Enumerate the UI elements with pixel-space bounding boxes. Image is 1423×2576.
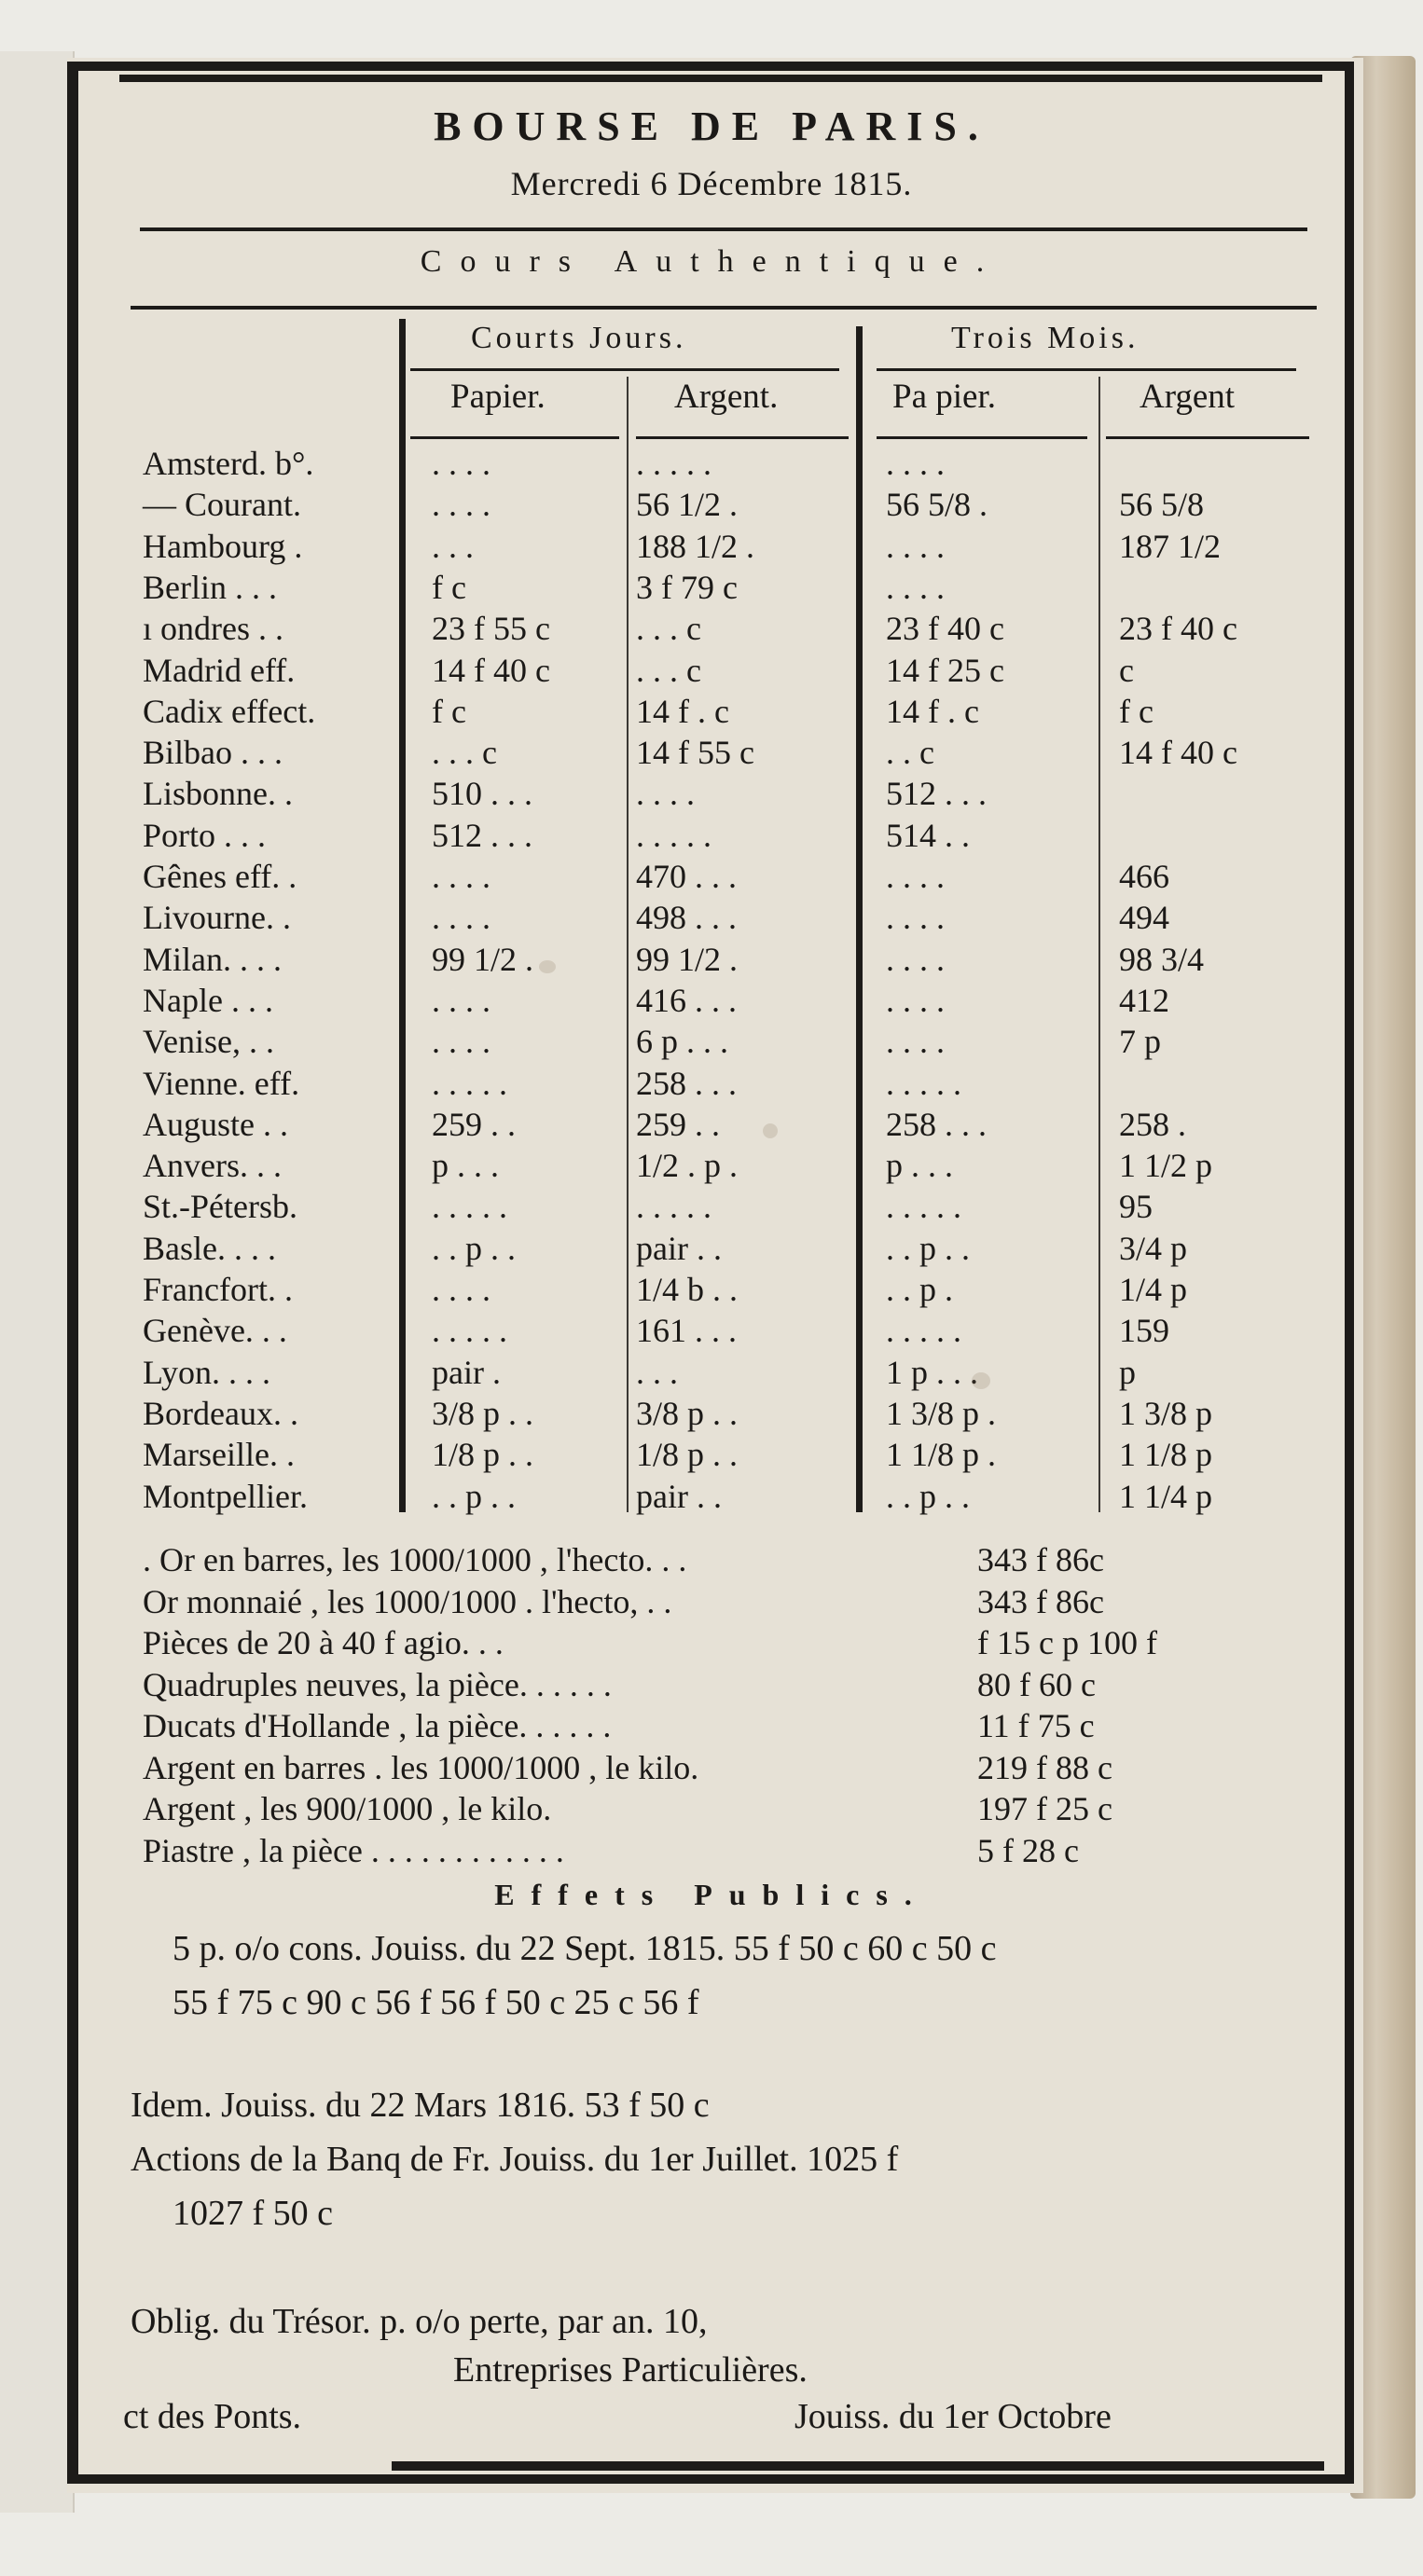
trois-papier-cell: . . p . (886, 1271, 953, 1308)
trois-argent-cell: 258 . (1119, 1105, 1186, 1143)
trois-argent-cell: 466 (1119, 858, 1169, 895)
trois-papier-cell: . . . . (886, 899, 945, 937)
group-rule-courts (410, 368, 839, 371)
metal-value: f 15 c p 100 f (977, 1624, 1157, 1661)
table-row (0, 1394, 1423, 1436)
trois-papier-cell: 23 f 40 c (886, 610, 1004, 648)
trois-papier-cell: 14 f . c (886, 692, 979, 730)
trois-argent-cell: 1 1/8 p (1119, 1436, 1213, 1474)
table-row (0, 1435, 1423, 1477)
table-row (0, 1229, 1423, 1271)
courts-argent-cell: 161 . . . (636, 1312, 737, 1350)
effets-line-9: Jouiss. du 1er Octobre (794, 2397, 1112, 2436)
table-row (0, 1105, 1423, 1147)
courts-argent-cell: pair . . (636, 1477, 722, 1515)
trois-papier-cell: 258 . . . (886, 1105, 987, 1143)
courts-papier-cell: . . p . . (432, 1477, 516, 1515)
cours-title: Cours Authentique. (420, 244, 1003, 279)
table-row (0, 1270, 1423, 1312)
courts-papier-cell: 23 f 55 c (432, 610, 550, 648)
place-cell: Vienne. eff. (143, 1064, 300, 1102)
trois-argent-cell: c (1119, 651, 1134, 689)
trois-argent-cell: 3/4 p (1119, 1229, 1188, 1267)
place-cell: Bilbao . . . (143, 734, 283, 772)
table-row (0, 485, 1423, 527)
trois-papier-cell: . . . . (886, 858, 945, 895)
place-cell: Montpellier. (143, 1477, 308, 1515)
effets-line-4: Actions de la Banq de Fr. Jouiss. du 1er Juillet. 1025 f (131, 2140, 899, 2179)
trois-papier-cell: . . p . . (886, 1477, 970, 1515)
courts-argent-cell: 6 p . . . (636, 1023, 728, 1061)
trois-papier-cell: . . c (886, 734, 934, 772)
courts-argent-cell: 3/8 p . . (636, 1394, 739, 1432)
effets-line-1: 5 p. o/o cons. Jouiss. du 22 Sept. 1815. 55 f 50 c 60 c 50 c (173, 1929, 997, 1968)
courts-papier-cell: 1/8 p . . (432, 1436, 534, 1474)
courts-papier-cell: 512 . . . (432, 816, 532, 854)
metal-label: . Or en barres, les 1000/1000 , l'hecto. . . (143, 1541, 687, 1578)
courts-papier-cell: . . . . (432, 899, 490, 937)
place-cell: Porto . . . (143, 816, 267, 854)
trois-argent-cell: 187 1/2 (1119, 527, 1222, 565)
table-row (0, 981, 1423, 1023)
table-row (0, 898, 1423, 940)
trois-papier-cell: . . . . (886, 568, 945, 606)
trois-papier-cell: 514 . . (886, 816, 970, 854)
metal-value: 343 f 86c (977, 1541, 1104, 1578)
place-cell: Livourne. . (143, 899, 291, 937)
trois-papier-cell: 56 5/8 . (886, 486, 988, 524)
place-cell: Cadix effect. (143, 692, 316, 730)
table-row (0, 774, 1423, 816)
place-cell: Marseille. . (143, 1436, 295, 1474)
courts-papier-cell: . . . . . (432, 1188, 507, 1226)
trois-argent-cell: 1 1/2 p (1119, 1147, 1213, 1185)
place-cell: Francfort. . (143, 1271, 293, 1308)
table-row (0, 733, 1423, 775)
table-row (0, 857, 1423, 899)
place-cell: Genève. . . (143, 1312, 287, 1350)
courts-argent-cell: . . . (636, 1353, 678, 1391)
metal-value: 5 f 28 c (977, 1831, 1079, 1869)
courts-argent-cell: 14 f . c (636, 692, 729, 730)
rule-under-cours (131, 306, 1317, 310)
page-title: BOURSE DE PARIS. (434, 103, 989, 149)
trois-argent-cell: 95 (1119, 1188, 1153, 1226)
place-cell: Basle. . . . (143, 1229, 276, 1267)
trois-argent-cell: 159 (1119, 1312, 1169, 1350)
place-cell: Milan. . . . (143, 940, 282, 978)
table-row (0, 1022, 1423, 1064)
trois-papier-cell: 14 f 25 c (886, 651, 1004, 689)
courts-papier-cell: f c (432, 692, 466, 730)
ink-stain (763, 1123, 778, 1138)
courts-papier-cell: 14 f 40 c (432, 651, 550, 689)
courts-papier-cell: p . . . (432, 1147, 499, 1185)
table-row (0, 692, 1423, 734)
courts-papier-cell: 259 . . (432, 1105, 516, 1143)
courts-argent-cell: pair . . (636, 1229, 722, 1267)
metal-value: 219 f 88 c (977, 1748, 1112, 1786)
place-cell: ı ondres . . (143, 610, 283, 648)
courts-papier-cell: . . . . (432, 1271, 490, 1308)
metal-label: Argent en barres . les 1000/1000 , le kilo. (143, 1748, 699, 1786)
courts-argent-cell: . . . c (636, 610, 701, 648)
place-cell: Gênes eff. . (143, 858, 297, 895)
courts-argent-cell: 1/4 b . . (636, 1271, 739, 1308)
courts-papier-cell: . . . . . (432, 1312, 507, 1350)
page-date: Mercredi 6 Décembre 1815. (510, 165, 913, 202)
effets-line-3: Idem. Jouiss. du 22 Mars 1816. 53 f 50 c (131, 2086, 710, 2125)
metal-label: Argent , les 900/1000 , le kilo. (143, 1790, 552, 1827)
place-cell: St.-Pétersb. (143, 1188, 297, 1226)
metal-value: 80 f 60 c (977, 1665, 1096, 1703)
bottom-rule (392, 2461, 1324, 2471)
courts-argent-cell: 470 . . . (636, 858, 737, 895)
courts-papier-cell: . . . . (432, 981, 490, 1019)
trois-argent-cell: 56 5/8 (1119, 486, 1205, 524)
table-row (0, 1477, 1423, 1519)
place-cell: Anvers. . . (143, 1147, 282, 1185)
table-row (0, 1064, 1423, 1106)
place-cell: Venise, . . (143, 1023, 274, 1061)
col-header-argent-2: Argent (1140, 378, 1236, 416)
table-row (0, 816, 1423, 858)
courts-argent-cell: . . . . . (636, 1188, 712, 1226)
group-rule-trois (877, 368, 1296, 371)
place-cell: Madrid eff. (143, 651, 296, 689)
rule-under-date (140, 227, 1307, 231)
trois-argent-cell: 494 (1119, 899, 1169, 937)
trois-papier-cell: 1 3/8 p . (886, 1394, 997, 1432)
place-cell: — Courant. (143, 486, 301, 524)
trois-argent-cell: 98 3/4 (1119, 940, 1205, 978)
trois-papier-cell: 512 . . . (886, 775, 987, 813)
effets-line-7: Entreprises Particulières. (453, 2350, 808, 2390)
trois-papier-cell: . . . . (886, 445, 945, 482)
courts-papier-cell: . . p . . (432, 1229, 516, 1267)
metal-value: 343 f 86c (977, 1582, 1104, 1620)
effets-line-5: 1027 f 50 c (173, 2194, 334, 2233)
trois-papier-cell: . . . . (886, 940, 945, 978)
trois-argent-cell: 412 (1119, 981, 1169, 1019)
col-rule-4 (1106, 436, 1309, 439)
courts-papier-cell: . . . . (432, 445, 490, 482)
place-cell: Bordeaux. . (143, 1394, 298, 1432)
place-cell: Lyon. . . . (143, 1353, 271, 1391)
col-rule-1 (410, 436, 619, 439)
metal-label: Ducats d'Hollande , la pièce. . . . . . (143, 1707, 612, 1744)
courts-papier-cell: . . . . (432, 1023, 490, 1061)
table-row (0, 609, 1423, 651)
place-cell: Naple . . . (143, 981, 273, 1019)
courts-papier-cell: . . . . (432, 858, 490, 895)
courts-argent-cell: 416 . . . (636, 981, 737, 1019)
courts-papier-cell: . . . . (432, 486, 490, 524)
trois-papier-cell: . . . . . (886, 1064, 961, 1102)
trois-argent-cell: 7 p (1119, 1023, 1161, 1061)
effets-line-8: ct des Ponts. (123, 2397, 302, 2436)
col-rule-3 (877, 436, 1087, 439)
trois-argent-cell: p (1119, 1353, 1136, 1391)
trois-papier-cell: . . p . . (886, 1229, 970, 1267)
table-row (0, 527, 1423, 569)
courts-argent-cell: . . . . (636, 775, 695, 813)
trois-papier-cell: . . . . . (886, 1188, 961, 1226)
courts-papier-cell: . . . . . (432, 1064, 507, 1102)
top-rule (119, 75, 1322, 82)
courts-argent-cell: 259 . . (636, 1105, 720, 1143)
courts-argent-cell: . . . c (636, 651, 701, 689)
courts-argent-cell: 99 1/2 . (636, 940, 739, 978)
table-row (0, 651, 1423, 693)
metal-value: 11 f 75 c (977, 1707, 1095, 1744)
courts-argent-cell: 56 1/2 . (636, 486, 739, 524)
courts-argent-cell: 1/2 . p . (636, 1147, 739, 1185)
courts-argent-cell: 188 1/2 . (636, 527, 755, 565)
group-header-trois: Trois Mois. (951, 321, 1140, 355)
col-header-papier-1: Papier. (450, 378, 546, 416)
col-rule-2 (636, 436, 849, 439)
trois-argent-cell: 1 3/8 p (1119, 1394, 1213, 1432)
trois-argent-cell: 1/4 p (1119, 1271, 1188, 1308)
ink-stain (972, 1372, 990, 1389)
effets-line-2: 55 f 75 c 90 c 56 f 56 f 50 c 25 c 56 f (173, 1983, 699, 2022)
courts-papier-cell: f c (432, 568, 466, 606)
place-cell: Amsterd. b°. (143, 445, 314, 482)
trois-argent-cell: 14 f 40 c (1119, 734, 1237, 772)
courts-papier-cell: 3/8 p . . (432, 1394, 534, 1432)
courts-argent-cell: 258 . . . (636, 1064, 737, 1102)
place-cell: Lisbonne. . (143, 775, 293, 813)
place-cell: Hambourg . (143, 527, 303, 565)
trois-papier-cell: 1 1/8 p . (886, 1436, 997, 1474)
table-row (0, 444, 1423, 486)
metal-label: Piastre , la pièce . . . . . . . . . . . . (143, 1831, 564, 1869)
courts-argent-cell: . . . . . (636, 816, 712, 854)
trois-papier-cell: . . . . (886, 981, 945, 1019)
metal-label: Quadruples neuves, la pièce. . . . . . (143, 1665, 612, 1703)
courts-argent-cell: 1/8 p . . (636, 1436, 739, 1474)
courts-papier-cell: pair . (432, 1353, 501, 1391)
ink-stain (539, 960, 556, 973)
table-row (0, 940, 1423, 982)
courts-argent-cell: . . . . . (636, 445, 712, 482)
metal-label: Pièces de 20 à 40 f agio. . . (143, 1624, 504, 1661)
table-row (0, 1353, 1423, 1395)
courts-argent-cell: 3 f 79 c (636, 568, 738, 606)
table-row (0, 568, 1423, 610)
courts-papier-cell: 510 . . . (432, 775, 532, 813)
trois-argent-cell: 23 f 40 c (1119, 610, 1237, 648)
table-row (0, 1146, 1423, 1188)
trois-papier-cell: . . . . (886, 527, 945, 565)
col-header-papier-2: Pa pier. (892, 378, 996, 416)
trois-papier-cell: p . . . (886, 1147, 953, 1185)
effets-line-6: Oblig. du Trésor. p. o/o perte, par an. 10, (131, 2302, 708, 2341)
courts-papier-cell: . . . c (432, 734, 497, 772)
place-cell: Berlin . . . (143, 568, 277, 606)
table-row (0, 1187, 1423, 1229)
trois-argent-cell: f c (1119, 692, 1154, 730)
trois-papier-cell: . . . . . (886, 1312, 961, 1350)
col-header-argent-1: Argent. (674, 378, 779, 416)
metal-value: 197 f 25 c (977, 1790, 1112, 1827)
courts-papier-cell: . . . (432, 527, 474, 565)
trois-papier-cell: . . . . (886, 1023, 945, 1061)
trois-papier-cell: 1 p . . . (886, 1353, 978, 1391)
courts-argent-cell: 14 f 55 c (636, 734, 754, 772)
group-header-courts: Courts Jours. (471, 321, 687, 355)
effets-title: Effets Publics. (494, 1878, 929, 1911)
courts-argent-cell: 498 . . . (636, 899, 737, 937)
metal-label: Or monnaié , les 1000/1000 . l'hecto, . . (143, 1582, 672, 1620)
table-row (0, 1311, 1423, 1353)
courts-papier-cell: 99 1/2 . (432, 940, 534, 978)
place-cell: Auguste . . (143, 1105, 288, 1143)
trois-argent-cell: 1 1/4 p (1119, 1477, 1213, 1515)
